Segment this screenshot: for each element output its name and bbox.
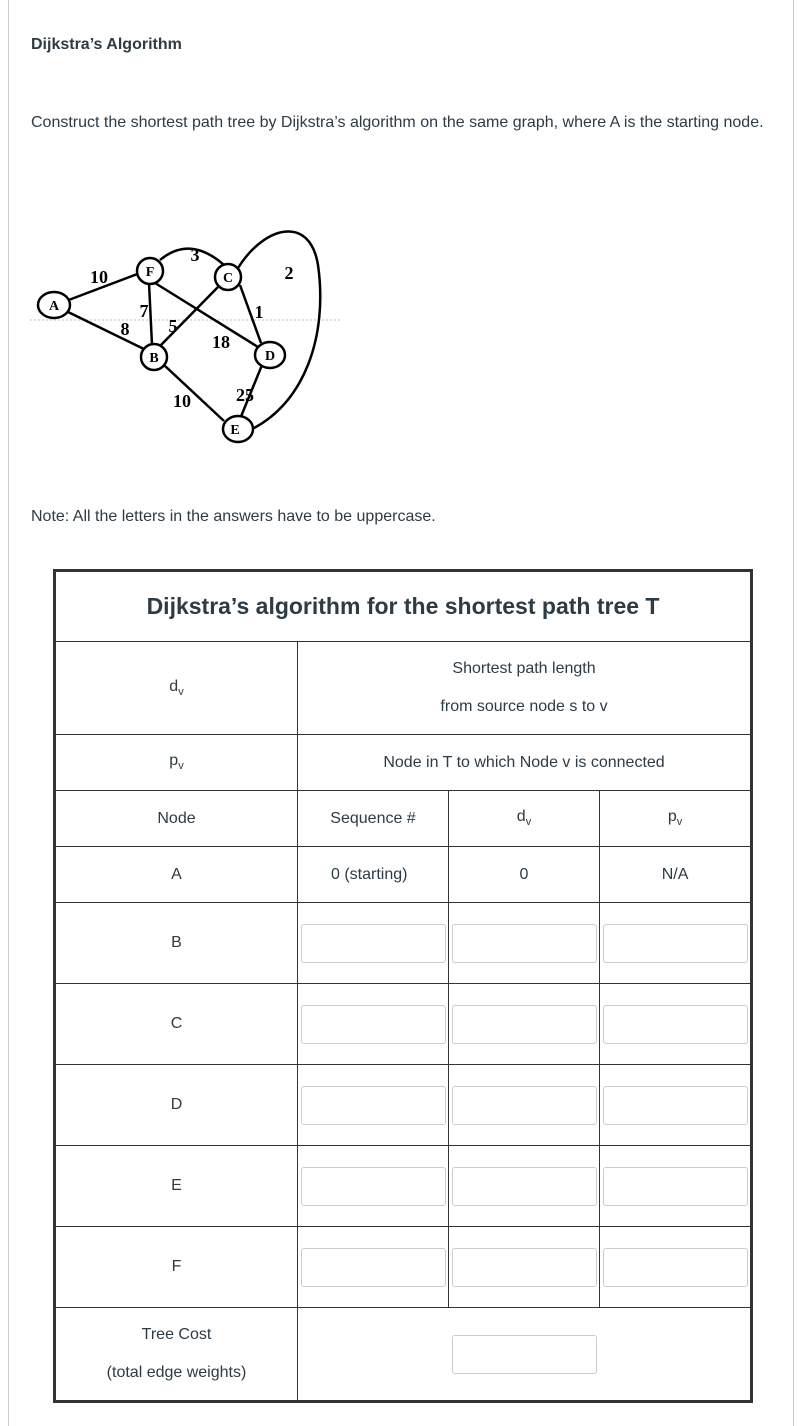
note-text: Note: All the letters in the answers have to be uppercase. — [31, 508, 436, 525]
table-row — [55, 903, 752, 984]
graph-diagram — [30, 205, 340, 470]
edge-F-B — [149, 283, 152, 345]
node-name: C — [55, 984, 298, 1065]
node-F — [137, 258, 163, 284]
dv-input-d[interactable] — [452, 1086, 597, 1125]
weight-label: 2 — [284, 263, 294, 283]
dv-value: 0 — [449, 847, 600, 903]
tree-cost-label: Tree Cost (total edge weights) — [55, 1308, 298, 1402]
dijkstra-table — [53, 569, 753, 1403]
node-name: D — [55, 1065, 298, 1146]
svg-text:F: F — [145, 265, 155, 280]
page-title: Dijkstra’s Algorithm — [31, 36, 182, 53]
weight-label: 8 — [120, 319, 130, 339]
svg-text:E: E — [230, 423, 240, 438]
pv-input-d[interactable] — [603, 1086, 748, 1125]
weight-label: 5 — [168, 316, 178, 336]
sequence-input-c[interactable] — [301, 1005, 446, 1044]
col-header-dv: $d_v$ — [449, 791, 600, 847]
weight-label: 25 — [236, 385, 254, 405]
pv-label: $p_v$ — [55, 735, 298, 791]
dv-description: Shortest path length from source node s to v — [298, 642, 752, 735]
node-B — [141, 344, 167, 370]
node-name: F — [55, 1227, 298, 1308]
node-A — [38, 292, 70, 318]
weight-label: 18 — [212, 332, 230, 352]
table-header: Dijkstra’s algorithm for the shortest path tree T — [55, 571, 752, 642]
table-row — [55, 1065, 752, 1146]
dv-input-c[interactable] — [452, 1005, 597, 1044]
node-name: B — [55, 903, 298, 984]
node-name: A — [55, 847, 298, 903]
sequence-input-b[interactable] — [301, 924, 446, 963]
table-row — [55, 984, 752, 1065]
pv-input-b[interactable] — [603, 924, 748, 963]
col-header-node: Node — [55, 791, 298, 847]
svg-text:A: A — [48, 299, 60, 314]
node-D — [255, 342, 285, 368]
svg-text:C: C — [222, 271, 234, 286]
pv-input-e[interactable] — [603, 1167, 748, 1206]
col-header-pv: $p_v$ — [600, 791, 752, 847]
weight-label: 10 — [173, 391, 191, 411]
col-header-sequence: Sequence # — [298, 791, 449, 847]
dv-input-e[interactable] — [452, 1167, 597, 1206]
pv-input-f[interactable] — [603, 1248, 748, 1287]
sequence-input-e[interactable] — [301, 1167, 446, 1206]
node-name: E — [55, 1146, 298, 1227]
pv-input-c[interactable] — [603, 1005, 748, 1044]
weight-label: 10 — [90, 267, 108, 287]
dv-input-b[interactable] — [452, 924, 597, 963]
table-row — [55, 1146, 752, 1227]
svg-text:D: D — [264, 349, 276, 364]
weight-label: 1 — [254, 302, 264, 322]
tree-cost-input[interactable] — [452, 1335, 597, 1374]
table-row — [55, 1227, 752, 1308]
svg-text:B: B — [149, 351, 159, 366]
pv-description: Node in T to which Node v is connected — [298, 735, 752, 791]
pv-value: N/A — [600, 847, 752, 903]
table-row — [55, 847, 752, 903]
dv-label: $d_v$ — [55, 642, 298, 735]
sequence-input-f[interactable] — [301, 1248, 446, 1287]
sequence-value: 0 (starting) — [298, 847, 449, 903]
sequence-input-d[interactable] — [301, 1086, 446, 1125]
question-text: Construct the shortest path tree by Dijkstra’s algorithm on the same graph, where A is the starting node. — [31, 114, 764, 131]
dv-input-f[interactable] — [452, 1248, 597, 1287]
weight-label: 3 — [190, 245, 200, 265]
weight-label: 7 — [139, 301, 149, 321]
node-C — [215, 264, 241, 290]
node-E — [223, 416, 253, 442]
